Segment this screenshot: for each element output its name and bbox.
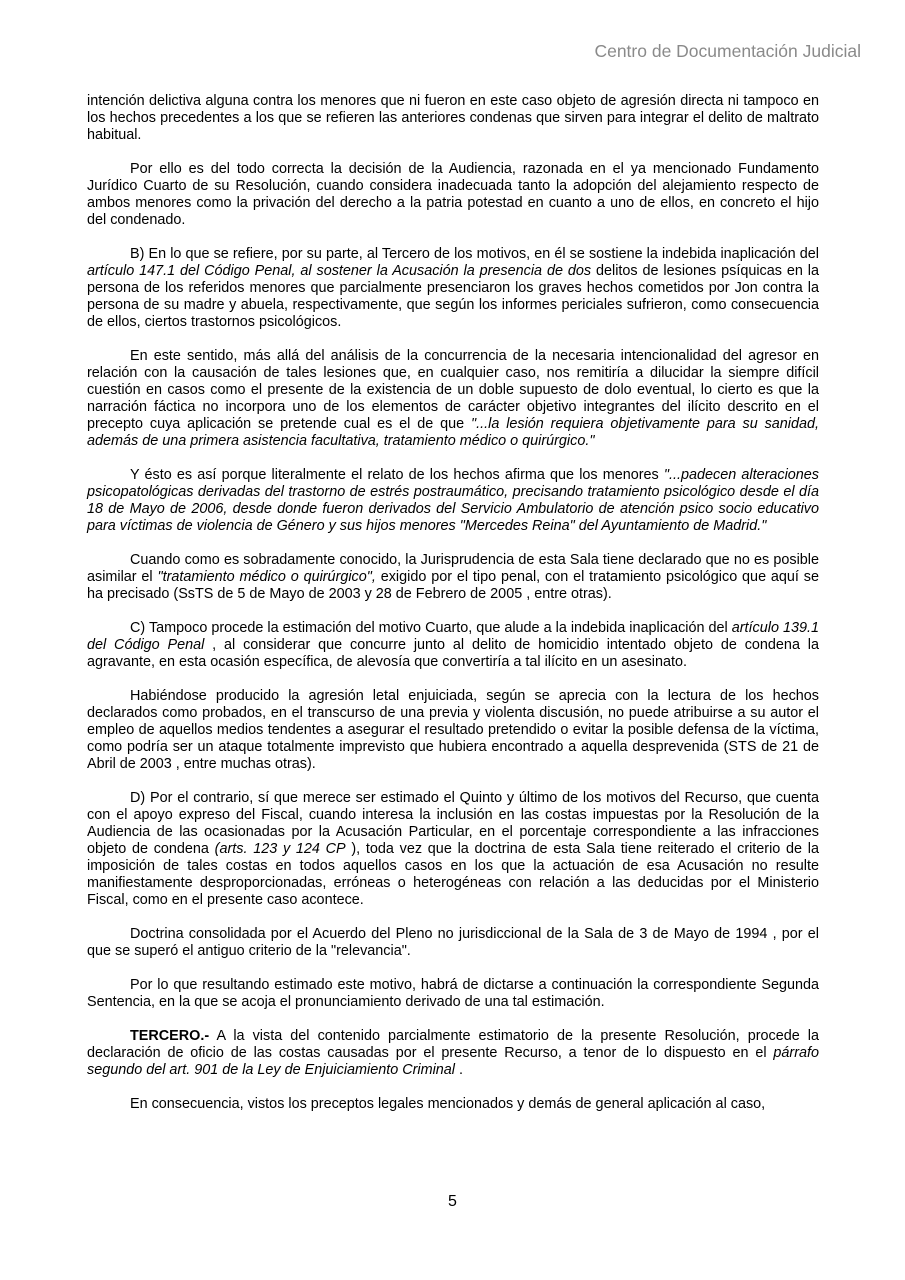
italic-text: artículo 147.1 del Código Penal, al sostener la Acusación la presencia de dos [87, 262, 592, 279]
page-number: 5 [448, 1193, 457, 1210]
text-run: Y ésto es así porque literalmente el relato de los hechos afirma que los menores [130, 467, 664, 484]
paragraph [87, 348, 819, 451]
text-run: B) En lo que se refiere, por su parte, al Tercero de los motivos, en él se sostiene la indebida inaplicación del [130, 245, 819, 262]
italic-text: "...la lesión requiera objetivamente para su sanidad, además de una primera asistencia facultativa, tratamiento médico o quirúrgico." [87, 416, 819, 450]
text-run: Habiéndose producido la agresión letal enjuiciada, según se aprecia con la lectura de los hechos declarados como probados, en el transcurso de una previa y violenta discusión, no puede atribuirse a su autor el empleo de aquellos medios tendentes a asegurar el resultado pretendido o evitar la posible defensa de la víctima, como podría ser un ataque totalmente imprevisto que hubiera encontrado a aquella desprevenida (STS de 21 de Abril de 2003 , entre muchas otras). [87, 687, 819, 773]
text-run: D) Por el contrario, sí que merece ser estimado el Quinto y último de los motivos del Recurso, que cuenta con el apoyo expreso del Fiscal, cuando interesa la inclusión en las costas impuestas por la Resolución de la Audiencia de las ocasionadas por la Acusación Particular, en el porcentaje correspondiente a las infracciones objeto de condena [87, 789, 819, 858]
paragraph [87, 246, 819, 331]
paragraph [87, 1096, 819, 1113]
text-run: exigido por el tipo penal, con el tratamiento psicológico que aquí se ha precisado (SsTS de 5 de Mayo de 2003 y 28 de Febrero de 2005 , entre otras). [87, 569, 819, 603]
text-run: , al considerar que concurre junto al delito de homicidio intentado objeto de condena la agravante, en esta ocasión específica, de alevosía que convertiría a tal ilícito en un asesinato. [87, 637, 819, 671]
text-run: Por ello es del todo correcta la decisión de la Audiencia, razonada en el ya mencionado Fundamento Jurídico Cuarto de su Resolución, cuando considera inadecuada tanto la adopción del alejamiento respecto de ambos menores como la privación del derecho a la patria potestad en cuanto a uno de ellos, en concreto el hijo del condenado. [87, 160, 819, 229]
text-run: Doctrina consolidada por el Acuerdo del Pleno no jurisdiccional de la Sala de 3 de Mayo de 1994 , por el que se superó el antiguo criterio de la "relevancia". [87, 926, 819, 960]
text-run: En este sentido, más allá del análisis de la concurrencia de la necesaria intencionalidad del agresor en relación con la causación de tales lesiones que, en cualquier caso, nos remitiría a dilucidar la siempre difícil cuestión en casos como el presente de la existencia de un doble supuesto de dolo eventual, lo cierto es que la narración fáctica no incorpora uno de los elementos de carácter objetivo integrantes del ilícito descrito en el precepto cuya aplicación se pretende cual es el de que [87, 347, 819, 433]
paragraph [87, 926, 819, 960]
paragraph [87, 1028, 819, 1079]
text-run: En consecuencia, vistos los preceptos legales mencionados y demás de general aplicación al caso, [130, 1095, 766, 1112]
paragraph [87, 620, 819, 671]
text-run: . [454, 1061, 463, 1078]
text-run: intención delictiva alguna contra los menores que ni fueron en este caso objeto de agresión directa ni tampoco en los hechos precedentes a los que se refieren las anteriores condenas que sirven para integrar el delito de maltrato habitual. [87, 93, 819, 144]
text-run: ), toda vez que la doctrina de esta Sala tiene reiterado el criterio de la imposición de tales costas en todos aquellos casos en los que la actuación de esa Acusación no resulte manifiestamente desproporcionadas, erróneas o heterogéneas con relación a las deducidas por el Ministerio Fiscal, como en el presente caso acontece. [87, 841, 819, 909]
italic-text: (arts. 123 y 124 CP [214, 841, 346, 858]
text-run: delitos de lesiones psíquicas en la persona de los referidos menores que parcialmente presenciaron los graves hechos cometidos por Jon contra la persona de su madre y abuela, respectivamente, que según los informes periciales sufrieron, como consecuencia de ellos, ciertos trastornos psicológicos. [87, 262, 819, 331]
paragraph [87, 552, 819, 603]
paragraph [87, 977, 819, 1011]
paragraph [87, 467, 819, 535]
paragraph [87, 93, 819, 144]
paragraph [87, 790, 819, 910]
bold-text: TERCERO.- [130, 1027, 210, 1044]
text-run: Cuando como es sobradamente conocido, la Jurisprudencia de esta Sala tiene declarado que no es posible asimilar el [87, 552, 819, 586]
italic-text: artículo 139.1 del Código Penal [87, 619, 819, 653]
text-run: Por lo que resultando estimado este motivo, habrá de dictarse a continuación la correspondiente Segunda Sentencia, en la que se acoja el pronunciamiento derivado de una tal estimación. [87, 976, 819, 1010]
paragraph [87, 688, 819, 773]
italic-text: párrafo segundo del art. 901 de la Ley de Enjuiciamiento Criminal [87, 1044, 819, 1078]
text-run: C) Tampoco procede la estimación del motivo Cuarto, que alude a la indebida inaplicación del [130, 619, 732, 636]
italic-text: "...padecen alteraciones psicopatológicas derivadas del trastorno de estrés postraumático, precisando tratamiento psicológico desde el día 18 de Mayo de 2006, desde donde fueron derivados del Servicio Ambulatorio de atención psico socio educativo para víctimas de violencia de Género y sus hijos menores "Mercedes Reina" del Ayuntamiento de Madrid." [87, 467, 819, 535]
document-body [87, 93, 819, 1129]
document-header: Centro de Documentación Judicial [594, 41, 861, 61]
italic-text: "tratamiento médico o quirúrgico", [157, 569, 376, 586]
paragraph [87, 161, 819, 229]
text-run: A la vista del contenido parcialmente estimatorio de la presente Resolución, procede la declaración de oficio de las costas causadas por el presente Recurso, a tenor de lo dispuesto en el [87, 1027, 819, 1061]
